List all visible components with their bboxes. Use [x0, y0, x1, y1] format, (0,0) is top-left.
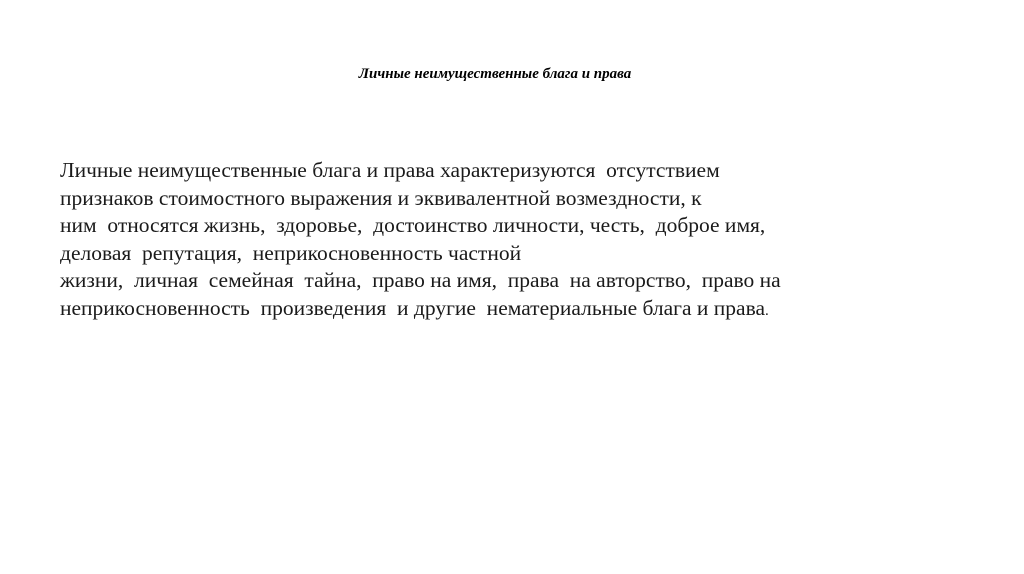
body-line-last — [60, 295, 980, 326]
body-line: ним относятся жизнь, здоровье, достоинство личности, честь, доброе имя, — [60, 213, 766, 237]
body-line: жизни, личная семейная тайна, право на имя, права на авторство, право на — [60, 268, 781, 292]
body-line: деловая репутация, неприкосновенность частной — [60, 240, 522, 265]
body-line: Личные неимущественные блага и права характеризуются отсутствием — [60, 158, 720, 182]
body-line-last-text: неприкосновенность произведения и другие нематериальные блага и права — [60, 295, 766, 320]
body-line: признаков стоимостного выражения и эквивалентной возмездности, к — [60, 185, 702, 210]
slide-body-text — [60, 157, 980, 325]
body-end-period: . — [765, 302, 769, 319]
slide-title: Личные неимущественные блага и права — [358, 66, 632, 82]
